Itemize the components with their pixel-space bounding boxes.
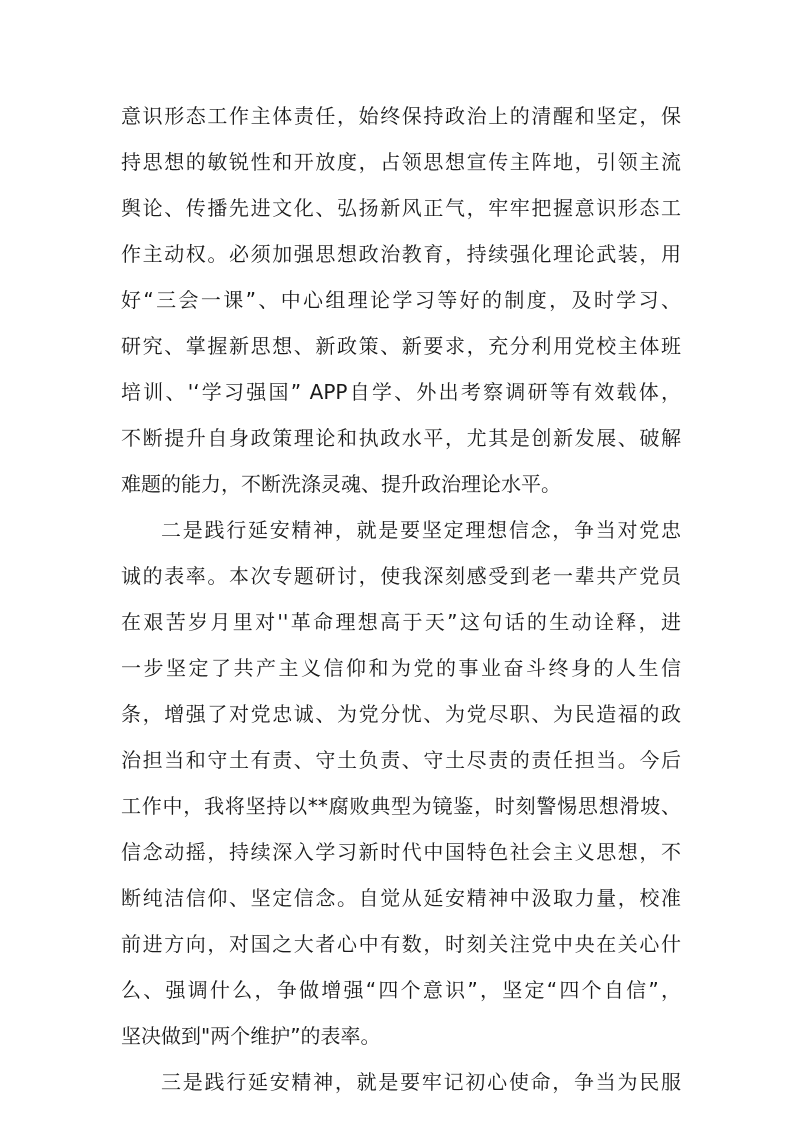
text-line: 一步坚定了共产主义信仰和为党的事业奋斗终身的人生信 xyxy=(121,656,681,680)
text-line: 作主动权。必须加强思想政治教育，持续强化理论武装，用 xyxy=(121,242,681,266)
text-line: 好“三会一课”、中心组理论学习等好的制度，及时学习、 xyxy=(121,288,681,312)
text-line: 么、强调什么，争做增强“四个意识”，坚定“四个自信”， xyxy=(121,978,681,1002)
text-line: 治担当和守土有责、守土负责、守土尽责的责任担当。今后 xyxy=(121,748,681,772)
text-line: 信念动摇，持续深入学习新时代中国特色社会主义思想，不 xyxy=(121,840,681,864)
text-line: 断纯洁信仰、坚定信念。自觉从延安精神中汲取力量，校准 xyxy=(121,886,681,910)
text-line: 工作中，我将坚持以**腐败典型为镜鉴，时刻警惕思想滑坡、 xyxy=(121,794,681,818)
text-line: 前进方向，对国之大者心中有数，时刻关注党中央在关心什 xyxy=(121,932,681,956)
text-line: 培训、'‘学习强国” APP自学、外出考察调研等有效载体， xyxy=(121,380,681,404)
text-line: 不断提升自身政策理论和执政水平，尤其是创新发展、破解 xyxy=(121,426,681,450)
paragraph-start-line: 二是践行延安精神，就是要坚定理想信念，争当对党忠 xyxy=(161,518,681,542)
text-line: 舆论、传播先进文化、弘扬新风正气，牢牢把握意识形态工 xyxy=(121,196,681,220)
text-line: 意识形态工作主体责任，始终保持政治上的清醒和坚定，保 xyxy=(121,104,681,128)
text-line: 坚决做到"两个维护”的表率。 xyxy=(121,1024,381,1048)
text-line: 条，增强了对党忠诚、为党分忧、为党尽职、为民造福的政 xyxy=(121,702,681,726)
text-line: 难题的能力，不断洗涤灵魂、提升政治理论水平。 xyxy=(121,472,561,496)
text-line: 诚的表率。本次专题研讨，使我深刻感受到老一辈共产党员 xyxy=(121,564,681,588)
paragraph-start-line: 三是践行延安精神，就是要牢记初心使命，争当为民服 xyxy=(161,1070,681,1094)
text-line: 研究、掌握新思想、新政策、新要求，充分利用党校主体班 xyxy=(121,334,681,358)
text-line: 在艰苦岁月里对''革命理想高于天”这句话的生动诠释，进 xyxy=(121,610,681,634)
text-line: 持思想的敏锐性和开放度，占领思想宣传主阵地，引领主流 xyxy=(121,150,681,174)
